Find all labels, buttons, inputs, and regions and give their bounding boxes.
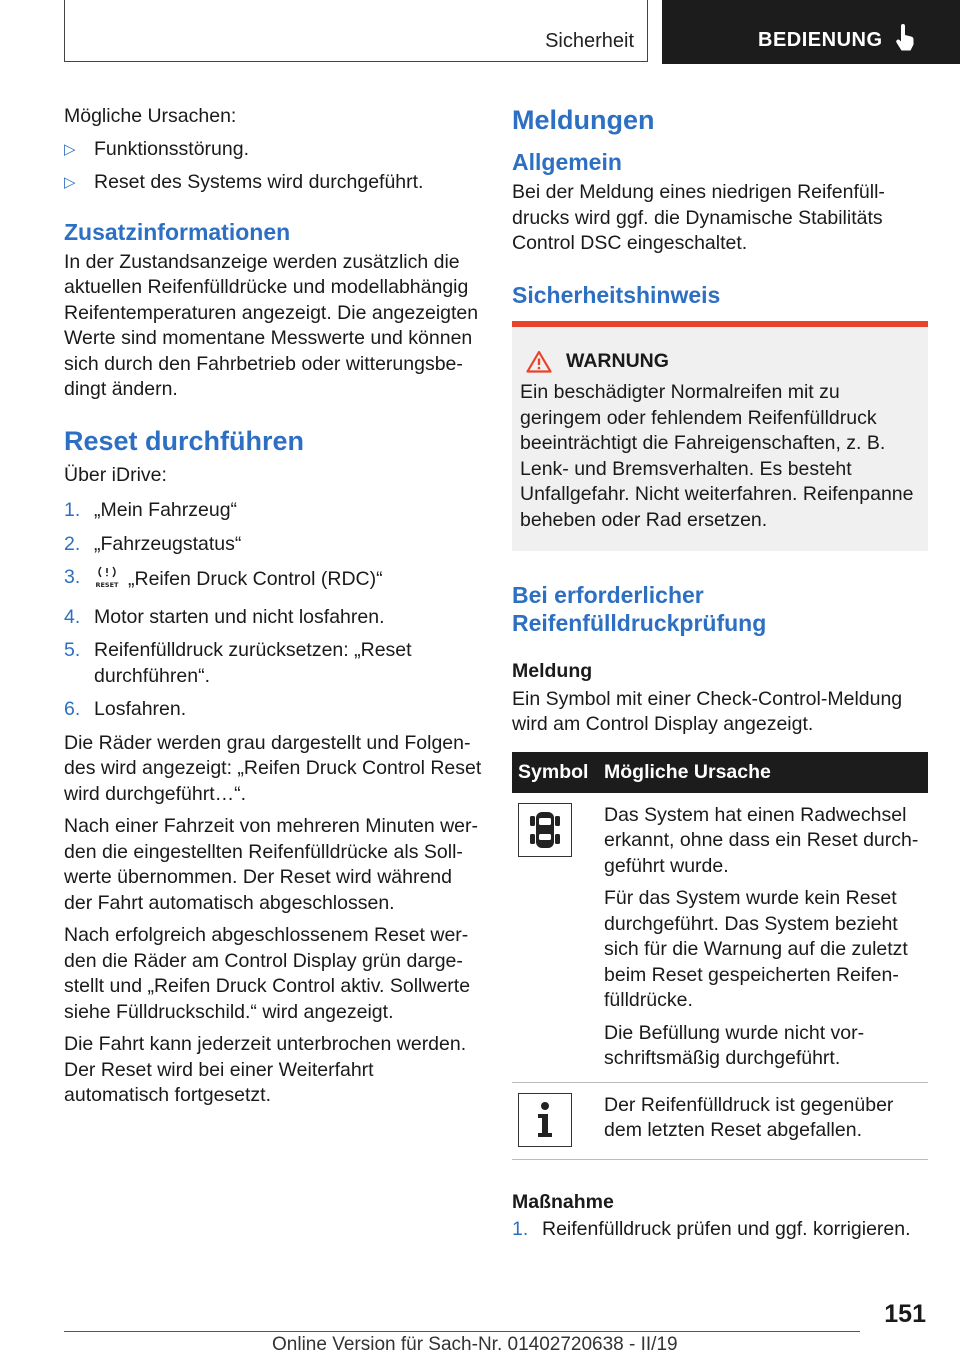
reset-steps (64, 498, 482, 723)
triangle-bullet-icon: ▷ (64, 174, 76, 191)
header-chapter-title: BEDIENUNG (758, 29, 883, 51)
reset-heading: Reset durchführen (64, 425, 305, 456)
sicherheitshinweis-heading: Sicherheitshinweis (512, 281, 721, 308)
zusatz-heading: Zusatzinformationen (64, 218, 291, 245)
reset-para-4: Die Fahrt kann jederzeit unterbrochen werden. Der Reset wird bei einer Weiterfahrt automatisch fortgesetzt. (64, 1033, 467, 1106)
meldung-text: Ein Symbol mit einer Check-Control-Meldung wird am Control Display angezeigt. (512, 687, 903, 735)
cause-text: Die Befüllung wurde nicht vorschriftsmäßig durchgeführt. (604, 1021, 865, 1069)
page-number: 151 (884, 1300, 926, 1328)
car-tire-warning-icon (518, 803, 572, 857)
list-item: ▷ Funktionsstörung. (64, 137, 482, 163)
symbol-table (512, 752, 928, 1160)
table-header-symbol: Symbol (512, 752, 598, 793)
allgemein-heading: Allgemein (512, 149, 622, 175)
svg-text:RESET: RESET (95, 581, 119, 589)
header-chapter-tab (662, 0, 960, 64)
reset-intro: Über iDrive: (64, 463, 167, 486)
warning-triangle-icon (526, 350, 552, 373)
triangle-bullet-icon: ▷ (64, 140, 76, 158)
cause-text: Das System hat einen Radwechsel erkannt, ohne dass ein Reset durchgeführt wurde. (604, 803, 919, 877)
warning-box (512, 321, 928, 552)
table-header-cause: Mögliche Ursache (598, 752, 928, 793)
reset-para-3: Nach erfolgreich abgeschlossenem Reset werden die Räder am Control Display grün dargestellt und „Reifen Druck Control aktiv. Sollwerte siehe Fülldruckschild.“ wird angezeigt. (64, 924, 471, 1023)
cause-text: Der Reifenfülldruck ist gegenüber dem letzten Reset abgefallen. (604, 1093, 894, 1141)
list-item: 5. Reifenfülldruck zurücksetzen: „Reset durchführen“. (64, 639, 412, 687)
meldung-label: Meldung (512, 660, 593, 682)
left-column (64, 104, 482, 1116)
info-icon (518, 1093, 572, 1147)
reset-para-1: Die Räder werden grau dargestellt und Folgendes wird angezeigt: „Reifen Druck Control Reset wird durchgeführt…“. (64, 731, 482, 805)
allgemein-text: Bei der Meldung eines niedrigen Reifenfülldrucks wird ggf. die Dynamische Stabilitäts Control DSC eingeschaltet. (512, 181, 885, 254)
right-column (512, 104, 928, 1251)
list-item: 2. „Fahrzeugstatus“ (64, 532, 242, 555)
massnahme-label: Maßnahme (512, 1190, 614, 1213)
list-item: 1. Reifenfülldruck prüfen und ggf. korrigieren. (512, 1218, 911, 1240)
reset-para-2: Nach einer Fahrzeit von mehreren Minuten werden die eingestellten Reifenfülldrücke als Sollwerte übernommen. Der Reset wird während der Fahrt automatisch abgeschlossen. (64, 815, 479, 914)
meldungen-heading: Meldungen (512, 105, 655, 135)
header-section-title: Sicherheit (545, 30, 634, 52)
table-row (512, 793, 928, 1083)
list-item: 1. „Mein Fahrzeug“ (64, 499, 238, 521)
cause-text: Für das System wurde kein Reset durchgeführt. Das System bezieht sich für die Warnung auf die zuletzt beim Reset gespeicherten Reifenfülldrücke. (604, 887, 908, 1011)
rdc-reset-icon (94, 565, 120, 597)
footer-divider (64, 1331, 860, 1332)
causes-list (64, 137, 482, 196)
list-item: ▷ Reset des Systems wird durchgeführt. (64, 170, 482, 196)
list-item: 3. RESET „Reifen Druck Control (RDC)“ (64, 565, 482, 597)
warning-title: WARNUNG (566, 349, 669, 372)
zusatz-text: In der Zustandsanzeige werden zusätzlich die aktuellen Reifenfülldrücke und modellabhängig Reifentemperaturen angezeigt. Die angezeigten Werte sind momentane Messwerte und können sich durch den Fahrbetrieb oder witterungsbedingt ändern. (64, 250, 479, 400)
hand-pointer-icon (894, 24, 916, 52)
warning-title-row (520, 349, 920, 375)
table-header-row (512, 752, 928, 793)
table-row (512, 1082, 928, 1159)
massnahme-steps (512, 1217, 928, 1243)
warning-text: Ein beschädigter Normalreifen mit zu geringem oder fehlendem Reifenfülldruck beeinträchtigt die Fahreigenschaften, z. B. Lenk- und Bremsverhalten. Es besteht Unfallgefahr. Nicht weiterfahren. Reifenpanne beheben oder Rad ersetzen. (520, 381, 914, 531)
list-item: 4. Motor starten und nicht losfahren. (64, 605, 385, 628)
footer-text: Online Version für Sach-Nr. 01402720638 - II/19 (272, 1334, 678, 1355)
pruefung-heading: Bei erforderlicher Reifenfülldruckprüfung (512, 582, 767, 636)
list-item: 6. Losfahren. (64, 698, 187, 720)
causes-intro: Mögliche Ursachen: (64, 105, 237, 127)
